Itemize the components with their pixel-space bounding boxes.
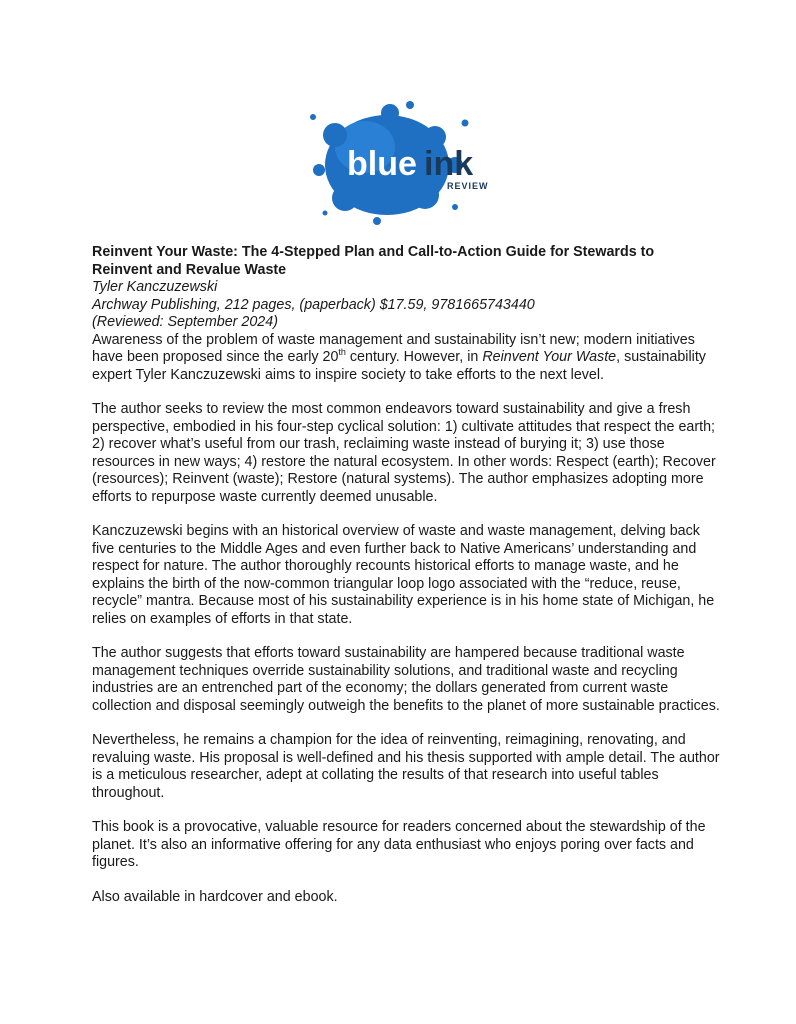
logo-word-ink: ink — [424, 145, 474, 183]
book-title-line-1: Reinvent Your Waste: The 4-Stepped Plan and Call-to-Action Guide for Stewards to — [92, 244, 655, 260]
review-paragraph-5: Nevertheless, he remains a champion for the idea of reinventing, reimagining, renovating, and revaluing waste. His proposal is well-defined and his thesis supported with ample detail. The author is a meticulous researcher, adept at collating the results of that research into useful tables throughout. — [92, 732, 720, 801]
blueink-review-logo — [305, 95, 505, 230]
review-paragraph-6: This book is a provocative, valuable resource for readers concerned about the stewardship of the planet. It’s also an informative offering for any data enthusiast who enjoys poring over facts and figures. — [92, 819, 706, 870]
review-paragraph-1: Awareness of the problem of waste management and sustainability isn’t new; modern initiatives have been proposed since the early 20th century. However, in Reinvent Your Waste, sustainability expert Tyler Kanczuzewski aims to inspire society to take efforts to the next level. — [92, 331, 706, 383]
availability-note: Also available in hardcover and ebook. — [92, 888, 338, 905]
book-title-line-2: Reinvent and Revalue Waste — [92, 261, 287, 278]
book-publisher-info: Archway Publishing, 212 pages, (paperback) $17.59, 9781665743440 — [92, 296, 535, 313]
review-content — [92, 244, 720, 906]
review-paragraph-4: The author suggests that efforts toward sustainability are hampered because traditional waste management techniques override sustainability solutions, and traditional waste and recycling industries are an entrenched part of the economy; the dollars generated from current waste collection and disposal seemingly outweigh the benefits to the planet of more sustainable practices. — [92, 645, 720, 714]
logo-word-review: REVIEW — [447, 181, 489, 191]
review-date: (Reviewed: September 2024) — [92, 314, 278, 330]
logo-word-blue: blue — [347, 145, 417, 183]
review-paragraph-2: The author seeks to review the most common endeavors toward sustainability and give a fresh perspective, embodied in his four-step cyclical solution: 1) cultivate attitudes that respect the earth; 2) recover what’s useful from our trash, reclaiming waste instead of burying it; 3) use those resources in new ways; 4) restore the natural ecosystem. In other words: Respect (earth); Recover (resources); Reinvent (waste); Restore (natural systems). The author emphasizes adopting more efforts to repurpose waste currently deemed unusable. — [92, 401, 716, 505]
review-paragraph-3: Kanczuzewski begins with an historical overview of waste and waste management, delving back five centuries to the Middle Ages and even further back to Native Americans’ understanding and respect for nature. The author thoroughly recounts historical efforts to manage waste, and he explains the birth of the now-common triangular loop logo associated with the “reduce, reuse, recycle” mantra. Because most of his sustainability experience is in his home state of Michigan, he relies on examples of efforts in that state. — [92, 523, 715, 627]
book-author: Tyler Kanczuzewski — [92, 279, 218, 295]
ink-splash-icon — [305, 95, 505, 230]
